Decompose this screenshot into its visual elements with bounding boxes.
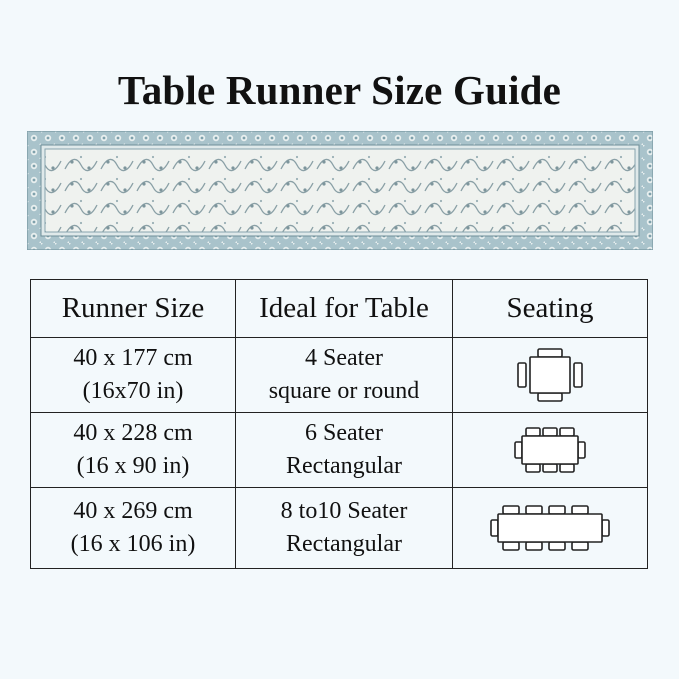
size-imperial: (16 x 90 in) xyxy=(76,453,190,479)
size-imperial: (16x70 in) xyxy=(82,378,184,404)
seater-count: 6 Seater xyxy=(305,420,383,446)
seating-cell xyxy=(453,413,648,488)
seater-count: 8 to10 Seater xyxy=(280,498,408,524)
table-shape: Rectangular xyxy=(286,453,402,479)
ideal-table-cell xyxy=(236,338,453,413)
table-row xyxy=(31,338,648,413)
runner-size-cell xyxy=(31,338,236,413)
table-row xyxy=(31,488,648,569)
runner-size-cell xyxy=(31,488,236,569)
ideal-table-cell xyxy=(236,413,453,488)
seating-cell xyxy=(453,488,648,569)
six-seater-table-icon xyxy=(513,424,587,476)
seating-cell xyxy=(453,338,648,413)
runner-size-cell xyxy=(31,413,236,488)
table-runner-image xyxy=(27,131,653,250)
ideal-table-cell xyxy=(236,488,453,569)
size-metric: 40 x 269 cm xyxy=(73,498,193,524)
table-header-row xyxy=(31,280,648,338)
table-runner-pattern xyxy=(27,131,653,250)
four-seater-table-icon xyxy=(514,345,586,405)
size-guide-table xyxy=(30,279,648,569)
header-ideal-for-table: Ideal for Table xyxy=(236,280,453,338)
header-runner-size: Runner Size xyxy=(31,280,236,338)
table-shape: Rectangular xyxy=(286,531,402,557)
size-metric: 40 x 228 cm xyxy=(73,420,193,446)
size-imperial: (16 x 106 in) xyxy=(70,531,196,557)
seater-count: 4 Seater xyxy=(305,345,383,371)
size-metric: 40 x 177 cm xyxy=(73,345,193,371)
table-row xyxy=(31,413,648,488)
header-seating: Seating xyxy=(453,280,648,338)
eight-seater-table-icon xyxy=(489,503,611,553)
table-shape: square or round xyxy=(268,378,420,404)
page-title: Table Runner Size Guide xyxy=(117,67,562,113)
